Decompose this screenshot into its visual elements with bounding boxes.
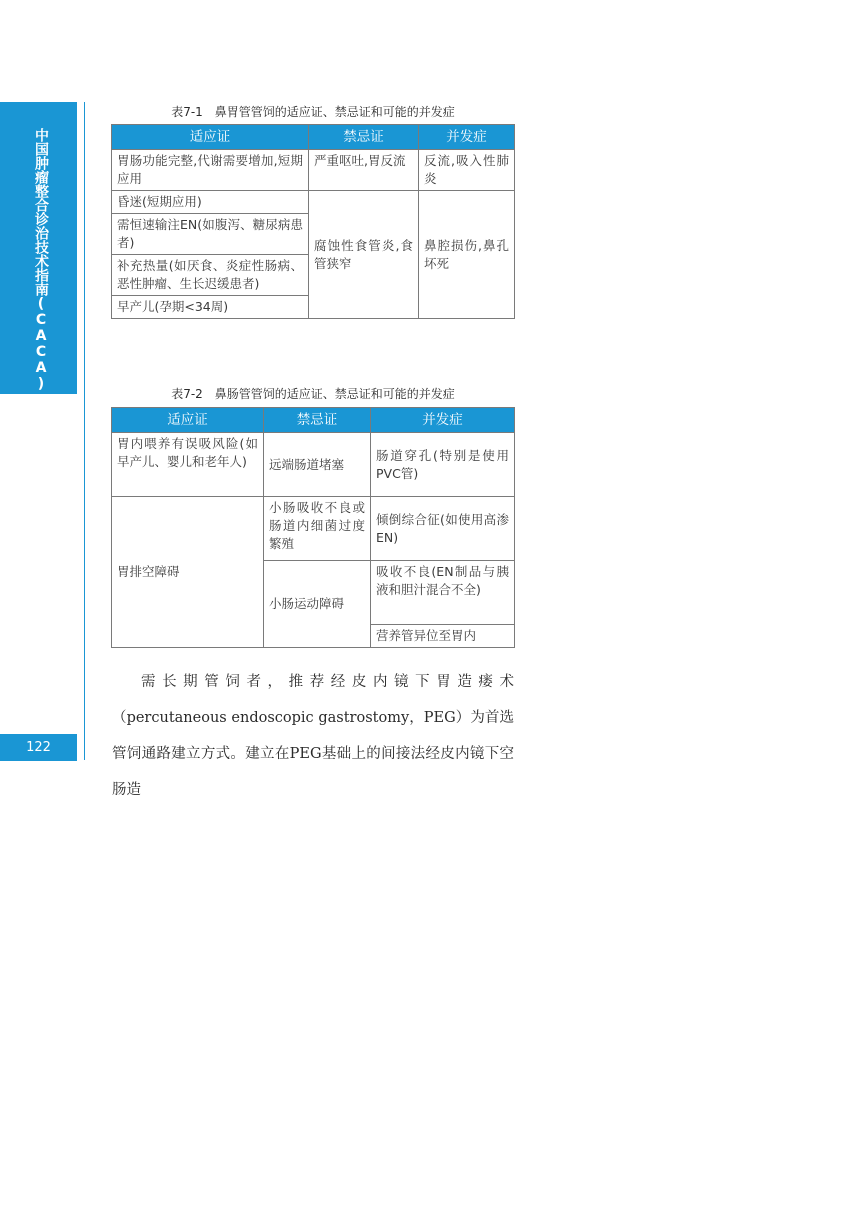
table-row xyxy=(112,150,515,191)
table-cell: 倾倒综合征(如使用高渗EN) xyxy=(371,497,515,561)
table-cell: 胃肠功能完整,代谢需要增加,短期应用 xyxy=(112,150,309,191)
table1 xyxy=(111,124,515,319)
table1-header-complication: 并发症 xyxy=(419,125,515,150)
table-cell: 远端肠道堵塞 xyxy=(264,433,371,497)
table-cell: 营养管异位至胃内 xyxy=(371,625,515,648)
table-row xyxy=(112,191,515,214)
table-cell: 腐蚀性食管炎,食管狭窄 xyxy=(309,191,419,319)
table-cell: 昏迷(短期应用) xyxy=(112,191,309,214)
table-cell: 小肠吸收不良或肠道内细菌过度繁殖 xyxy=(264,497,371,561)
table-cell: 吸收不良(EN制品与胰液和胆汁混合不全) xyxy=(371,561,515,625)
table-cell: 严重呕吐,胃反流 xyxy=(309,150,419,191)
margin-rule xyxy=(84,102,85,760)
table-cell: 补充热量(如厌食、炎症性肠病、恶性肿瘤、生长迟缓患者) xyxy=(112,255,309,296)
table-cell: 胃内喂养有误吸风险(如早产儿、婴儿和老年人) xyxy=(112,433,264,497)
table-cell: 需恒速输注EN(如腹泻、糖尿病患者) xyxy=(112,214,309,255)
table2-header-indication: 适应证 xyxy=(112,408,264,433)
table-cell: 胃排空障碍 xyxy=(112,497,264,648)
table-cell: 小肠运动障碍 xyxy=(264,561,371,648)
table-cell: 肠道穿孔(特别是使用PVC管) xyxy=(371,433,515,497)
table1-header-contraindication: 禁忌证 xyxy=(309,125,419,150)
table-cell: 早产儿(孕期<34周) xyxy=(112,296,309,319)
table2-caption: 表7-2 鼻肠管管饲的适应证、禁忌证和可能的并发症 xyxy=(171,387,455,401)
table-row xyxy=(112,497,515,561)
table1-header-row xyxy=(112,125,515,150)
table-cell: 鼻腔损伤,鼻孔坏死 xyxy=(419,191,515,319)
book-title: 中国肿瘤整合诊治技术指南(CACA) xyxy=(33,128,49,392)
table-row xyxy=(112,433,515,497)
table2-header-contraindication: 禁忌证 xyxy=(264,408,371,433)
table2-header-complication: 并发症 xyxy=(371,408,515,433)
table2 xyxy=(111,407,515,648)
page-number: 122 xyxy=(0,734,77,761)
table-cell: 反流,吸入性肺炎 xyxy=(419,150,515,191)
body-paragraph: 需长期管饲者，推荐经皮内镜下胃造瘘术（percutaneous endoscopic gastrostomy，PEG）为首选管饲通路建立方式。建立在PEG基础上的间接法经皮内镜下空肠造 xyxy=(112,674,514,798)
table1-header-indication: 适应证 xyxy=(112,125,309,150)
table2-header-row xyxy=(112,408,515,433)
table1-caption: 表7-1 鼻胃管管饲的适应证、禁忌证和可能的并发症 xyxy=(171,105,455,119)
